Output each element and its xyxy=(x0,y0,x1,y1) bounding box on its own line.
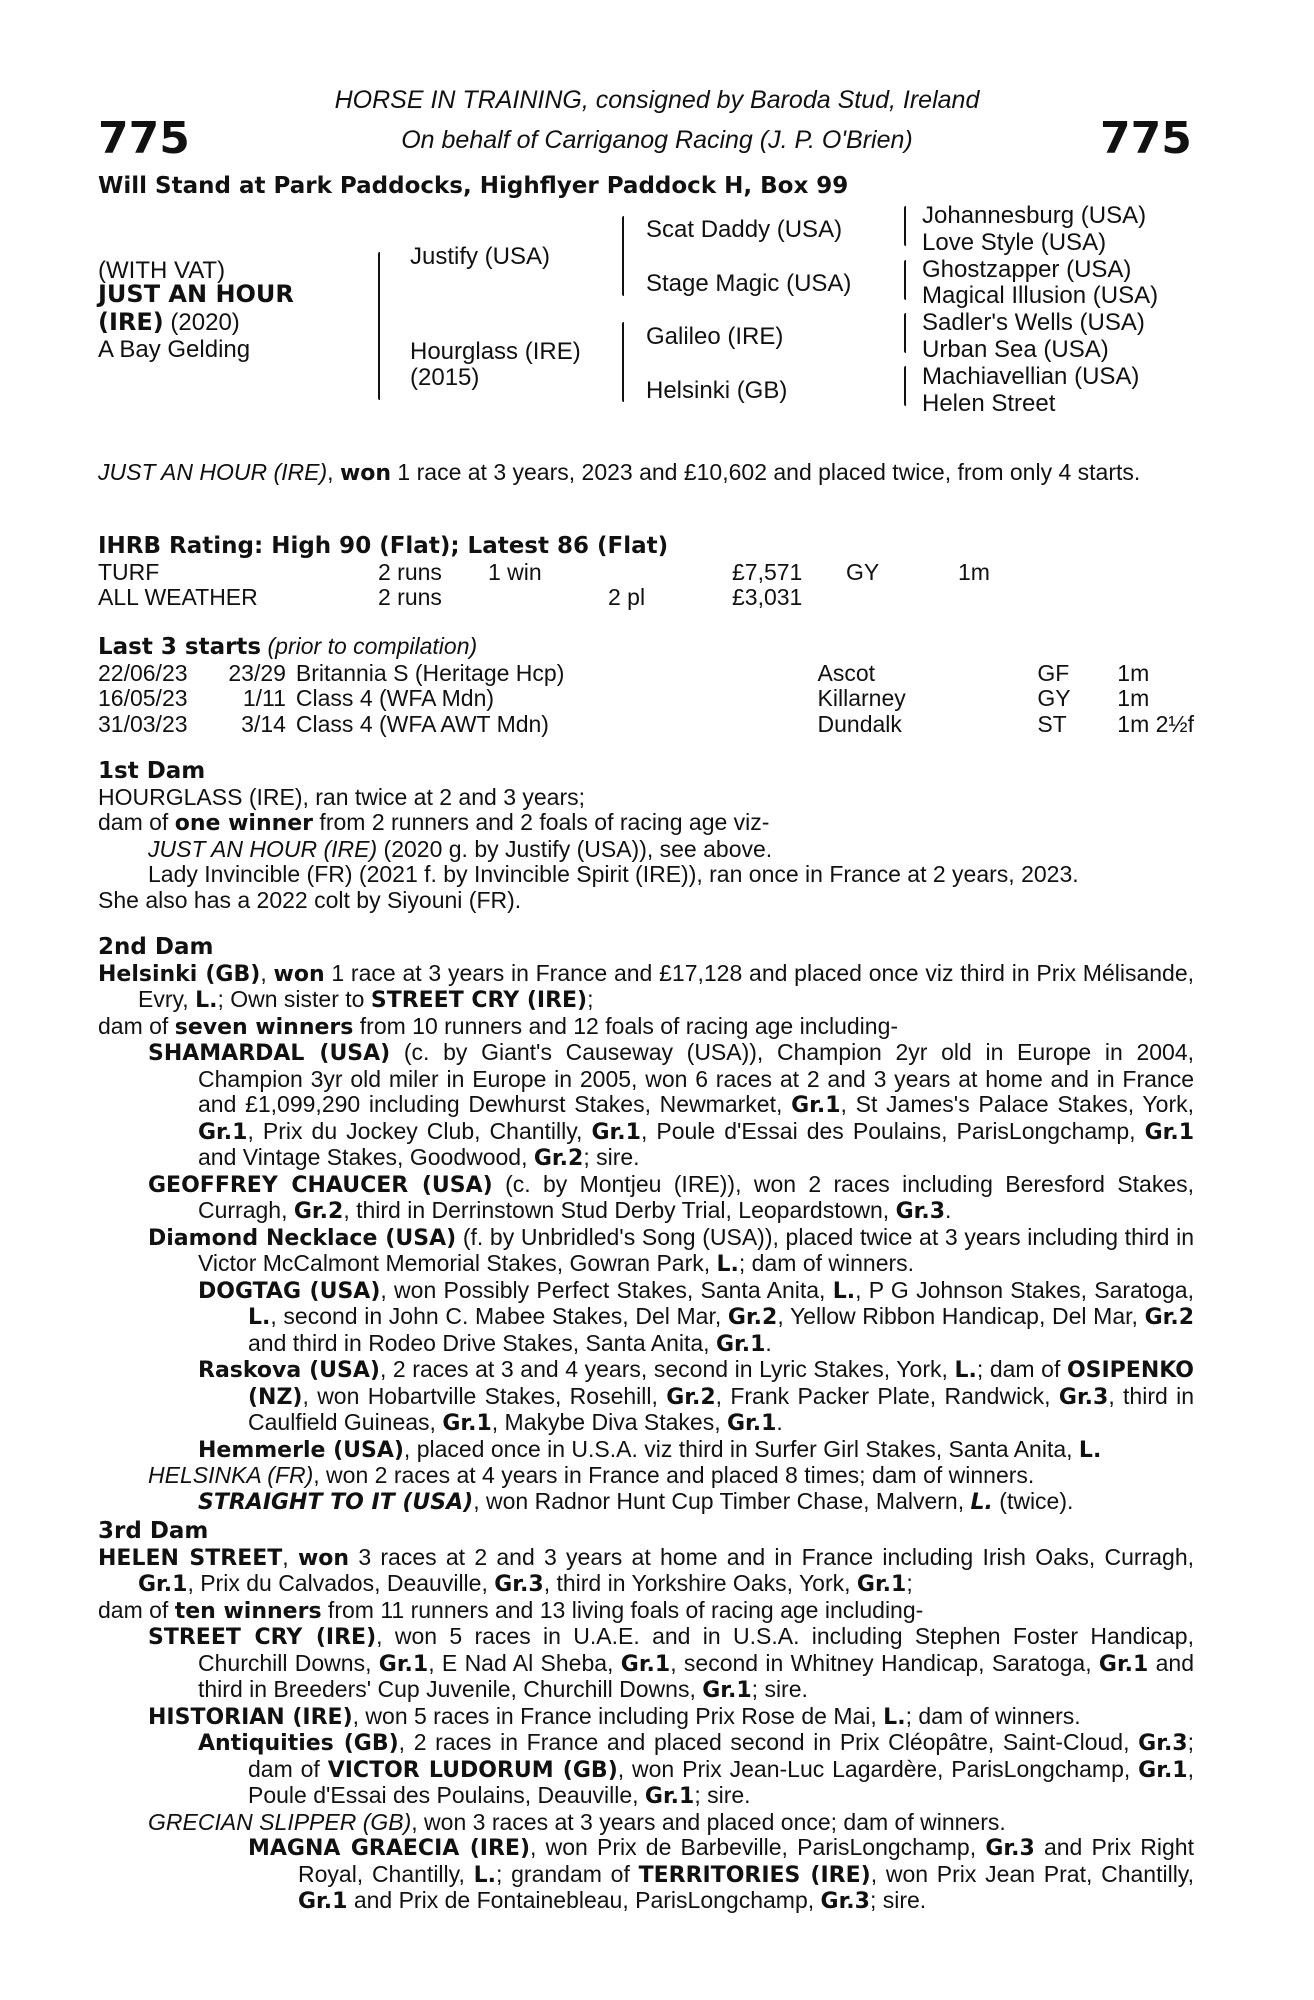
race-summary: JUST AN HOUR (IRE), won 1 race at 3 years, 2023 and £10,602 and placed twice, from only 4 starts. xyxy=(98,459,1141,486)
pedigree-dam-year: (2015) xyxy=(410,364,480,391)
horse-description: A Bay Gelding xyxy=(98,336,251,363)
rating-title: IHRB Rating: High 90 (Flat); Latest 86 (Flat) xyxy=(98,533,669,559)
pedigree-gen3-7: Machiavellian (USA) xyxy=(922,363,1140,390)
lot-number-right: 775 xyxy=(1100,113,1192,164)
start-row: 31/03/23 3/14 Class 4 (WFA AWT Mdn) Dundalk ST 1m 2½f xyxy=(98,710,1194,737)
stand-location: Will Stand at Park Paddocks, Highflyer Paddock H, Box 99 xyxy=(98,173,849,199)
second-dam-title: 2nd Dam xyxy=(98,934,214,960)
pedigree-brace-gen3-2 xyxy=(904,260,906,300)
second-dam-section: 2nd Dam Helsinki (GB), won 1 race at 3 years in France and £17,128 and placed once viz third in Prix Mélisande, Evry, L.; Own sister to STREET CRY (IRE); dam of seven winners from 10 runners and 12 foals of racing age including- SHAMARDAL (USA) (c. by Giant's Causeway (USA)), Champion 2yr old in Europe in 2004, Champion 3yr old miler in Europe in 2005, won 6 races at 2 and 3 years at home and in France and £1,099,290 including Dewhurst Stakes, Newmarket, Gr.1, St James's Palace Stakes, York, Gr.1, Prix du Jockey Club, Chantilly, Gr.1, Poule d'Essai des Poulains, ParisLongchamp, Gr.1 and Vintage Stakes, Goodwood, Gr.2; sire. GEOFFREY CHAUCER (USA) (c. by Montjeu (IRE)), won 2 races including Beresford Stakes, Curragh, Gr.2, third in Derrinstown Stud Derby Trial, Leopardstown, Gr.3. Diamond Necklace (USA) (f. by Unbridled's Song (USA)), placed twice at 3 years including third in Victor McCalmont Memorial Stakes, Gowran Park, L.; dam of winners. DOGTAG (USA), won Possibly Perfect Stakes, Santa Anita, L., P G Johnson Stakes, Saratoga, L., second in John C. Mabee Stakes, Del Mar, Gr.2, Yellow Ribbon Handicap, Del Mar, Gr.2 and third in Rodeo Drive Stakes, Santa Anita, Gr.1. Raskova (USA), 2 races at 3 and 4 years, second in Lyric Stakes, York, L.; dam of OSIPENKO (NZ), won Hobartville Stakes, Rosehill, Gr.2, Frank Packer Plate, Randwick, Gr.3, third in Caulfield Guineas, Gr.1, Makybe Diva Stakes, Gr.1. Hemmerle (USA), placed once in U.S.A. viz third in Surfer Girl Stakes, Santa Anita, L. HELSINKA (FR), won 2 races at 4 years in France and placed 8 times; dam of winners. STRAIGHT TO IT (USA), won Radnor Hunt Cup Timber Chase, Malvern, L. (twice). xyxy=(98,934,1195,1515)
horse-name: JUST AN HOUR xyxy=(98,280,294,308)
pedigree-brace-gen3-3 xyxy=(904,313,906,353)
pedigree-brace-gen1 xyxy=(378,252,380,400)
pedigree-gen3-5: Sadler's Wells (USA) xyxy=(922,309,1145,336)
last-starts-section xyxy=(98,634,1194,737)
first-dam-title: 1st Dam xyxy=(98,758,206,784)
pedigree-sire: Justify (USA) xyxy=(410,243,551,270)
pedigree-brace-gen2-bottom xyxy=(622,322,624,402)
pedigree-brace-gen2-top xyxy=(622,216,624,296)
pedigree-gen3-8: Helen Street xyxy=(922,390,1056,417)
pedigree-dam-sire: Galileo (IRE) xyxy=(646,323,784,350)
third-dam-section: 3rd Dam HELEN STREET, won 3 races at 2 and 3 years at home and in France including Irish Oaks, Curragh, Gr.1, Prix du Calvados, Deauville, Gr.3, third in Yorkshire Oaks, York, Gr.1; dam of ten winners from 11 runners and 13 living foals of racing age including- STREET CRY (IRE), won 5 races in U.A.E. and in U.S.A. including Stephen Foster Handicap, Churchill Downs, Gr.1, E Nad Al Sheba, Gr.1, second in Whitney Handicap, Saratoga, Gr.1 and third in Breeders' Cup Juvenile, Churchill Downs, Gr.1; sire. HISTORIAN (IRE), won 5 races in France including Prix Rose de Mai, L.; dam of winners. Antiquities (GB), 2 races in France and placed second in Prix Cléopâtre, Saint-Cloud, Gr.3; dam of VICTOR LUDORUM (GB), won Prix Jean-Luc Lagardère, ParisLongchamp, Gr.1, Poule d'Essai des Poulains, Deauville, Gr.1; sire. GRECIAN SLIPPER (GB), won 3 races at 3 years and placed once; dam of winners. MAGNA GRAECIA (IRE), won Prix de Barbeville, ParisLongchamp, Gr.3 and Prix Right Royal, Chantilly, L.; grandam of TERRITORIES (IRE), won Prix Jean Prat, Chantilly, Gr.1 and Prix de Fontainebleau, ParisLongchamp, Gr.3; sire. xyxy=(98,1518,1195,1914)
pedigree-sire-sire: Scat Daddy (USA) xyxy=(646,216,843,243)
start-row: 22/06/23 23/29 Britannia S (Heritage Hcp) Ascot GF 1m xyxy=(98,659,1150,686)
pedigree-gen3-3: Ghostzapper (USA) xyxy=(922,256,1132,283)
horse-origin-year: (IRE) (2020) xyxy=(98,308,240,336)
pedigree-gen3-2: Love Style (USA) xyxy=(922,229,1107,256)
vat-note: (WITH VAT) xyxy=(98,257,226,284)
consignor-line: HORSE IN TRAINING, consigned by Baroda Stud, Ireland xyxy=(334,86,980,114)
on-behalf-line: On behalf of Carriganog Racing (J. P. O'Brien) xyxy=(401,126,913,154)
last-starts-table xyxy=(98,661,1194,738)
pedigree-dam: Hourglass (IRE) xyxy=(410,338,581,365)
rating-row-turf: TURF 2 runs 1 win £7,571 GY 1m xyxy=(98,558,990,585)
pedigree-sire-dam: Stage Magic (USA) xyxy=(646,270,852,297)
rating-section xyxy=(98,534,1194,611)
rating-table xyxy=(98,560,990,611)
pedigree-brace-gen3-4 xyxy=(904,366,906,406)
pedigree-gen3-4: Magical Illusion (USA) xyxy=(922,282,1159,309)
start-row: 16/05/23 1/11 Class 4 (WFA Mdn) Killarney GY 1m xyxy=(98,685,1150,711)
pedigree-dam-dam: Helsinki (GB) xyxy=(646,377,788,404)
rating-row-all-weather: ALL WEATHER 2 runs 2 pl £3,031 xyxy=(98,584,803,610)
last-starts-title: Last 3 starts (prior to compilation) xyxy=(98,633,478,660)
first-dam-section: 1st Dam HOURGLASS (IRE), ran twice at 2 and 3 years; dam of one winner from 2 runners and 2 foals of racing age viz- JUST AN HOUR (IRE) (2020 g. by Justify (USA)), see above. Lady Invincible (FR) (2021 f. by Invincible Spirit (IRE)), ran once in France at 2 years, 2023. She also has a 2022 colt by Siyouni (FR). xyxy=(98,759,1194,913)
pedigree-gen3-6: Urban Sea (USA) xyxy=(922,336,1109,363)
lot-number-left: 775 xyxy=(98,113,190,164)
pedigree-brace-gen3-1 xyxy=(904,206,906,246)
third-dam-title: 3rd Dam xyxy=(98,1518,209,1544)
pedigree-gen3-1: Johannesburg (USA) xyxy=(922,202,1147,229)
